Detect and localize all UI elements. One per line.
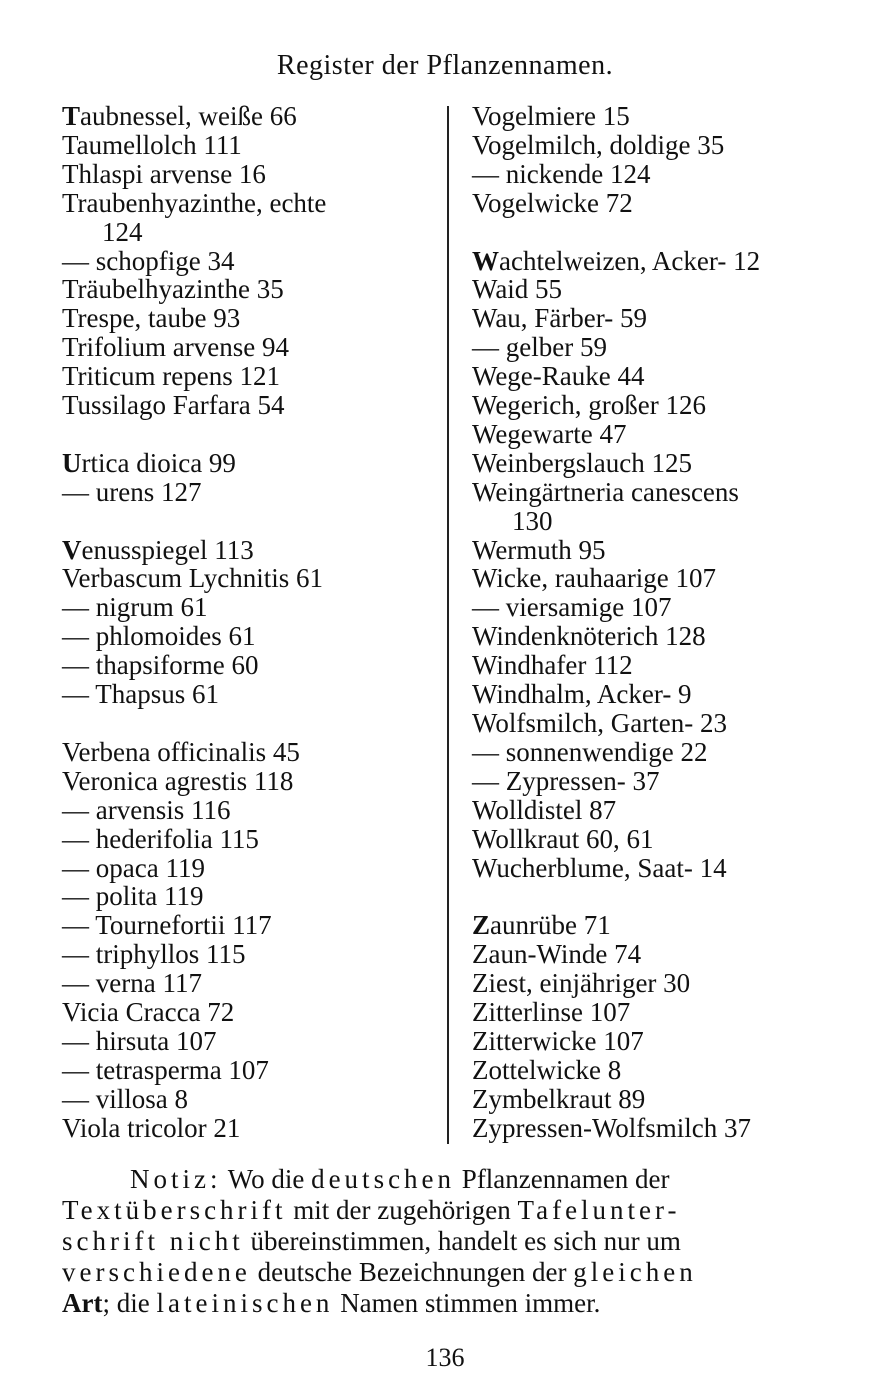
index-entry-text: — nigrum 61 — [62, 592, 208, 623]
index-entry-text: Weinbergslauch 125 — [472, 447, 693, 478]
index-entry-text: Veronica agrestis 118 — [62, 765, 294, 796]
index-entry — [62, 825, 432, 854]
index-entry — [472, 507, 862, 536]
index-entry-text: Vogelwicke 72 — [472, 187, 633, 218]
index-entry-text: Trifolium arvense 94 — [62, 332, 289, 363]
index-entry-text: — schopfige 34 — [62, 245, 235, 276]
index-entry — [472, 1056, 862, 1085]
index-entry — [472, 333, 862, 362]
section-spacer — [472, 882, 862, 911]
index-entry — [62, 275, 432, 304]
spaced-text: Textüberschrift — [62, 1195, 287, 1225]
index-entry — [472, 1085, 862, 1114]
index-entry — [472, 449, 862, 478]
index-entry-text: Traubenhyazinthe, echte — [62, 187, 327, 218]
index-entry — [62, 738, 432, 767]
index-entry — [62, 102, 432, 131]
index-entry-text: Waid 55 — [472, 274, 563, 305]
index-entry — [472, 131, 862, 160]
index-entry-text: Verbena officinalis 45 — [62, 736, 300, 767]
index-entry — [472, 969, 862, 998]
section-spacer — [472, 218, 862, 247]
index-entry — [472, 564, 862, 593]
index-column-right — [472, 102, 862, 1143]
index-entry-text: — Zypressen- 37 — [472, 765, 660, 796]
index-entry-text: Wermuth 95 — [472, 534, 606, 565]
index-entry — [62, 882, 432, 911]
index-entry-text: — nickende 124 — [472, 158, 651, 189]
index-entry-text: — thapsiforme 60 — [62, 650, 259, 681]
index-entry-text: — hirsuta 107 — [62, 1025, 217, 1056]
index-entry — [472, 680, 862, 709]
index-entry — [472, 593, 862, 622]
index-entry-text: aunrübe 71 — [490, 910, 611, 941]
index-entry — [472, 391, 862, 420]
index-entry — [62, 218, 432, 247]
index-entry — [62, 189, 432, 218]
index-entry — [62, 478, 432, 507]
section-spacer — [62, 507, 432, 536]
section-initial: V — [62, 534, 82, 565]
index-entry-text: Zaun-Winde 74 — [472, 939, 642, 970]
index-entry-text: Taumellolch 111 — [62, 129, 242, 160]
index-entry-text: — Tournefortii 117 — [62, 910, 272, 941]
index-entry — [472, 738, 862, 767]
index-entry — [62, 796, 432, 825]
notice-paragraph — [62, 1164, 840, 1319]
index-entry-text: — viersamige 107 — [472, 592, 672, 623]
column-divider — [447, 106, 449, 1144]
index-entry-text: Trespe, taube 93 — [62, 303, 241, 334]
index-entry-text: Träubelhyazinthe 35 — [62, 274, 284, 305]
notice-text: mit der zugehörigen — [286, 1195, 518, 1225]
index-entry-text: Windhalm, Acker- 9 — [472, 679, 692, 710]
spaced-text: Notiz: — [130, 1164, 222, 1194]
index-entry — [472, 911, 862, 940]
index-entry-text: — villosa 8 — [62, 1083, 188, 1114]
index-entry-text: — phlomoides 61 — [62, 621, 256, 652]
index-entry-text: Vicia Cracca 72 — [62, 997, 235, 1028]
index-entry — [62, 391, 432, 420]
index-entry-text: Wegerich, großer 126 — [472, 390, 706, 421]
index-entry — [62, 1085, 432, 1114]
index-entry — [472, 622, 862, 651]
index-entry-text: Vogelmiere 15 — [472, 101, 630, 131]
index-entry — [62, 564, 432, 593]
index-entry-text: aubnessel, weiße 66 — [80, 101, 297, 131]
index-entry — [62, 593, 432, 622]
index-entry-text: Ziest, einjähriger 30 — [472, 968, 691, 999]
index-entry-text: — verna 117 — [62, 968, 202, 999]
spaced-text: gleichen — [573, 1257, 697, 1287]
index-entry-text: achtelweizen, Acker- 12 — [499, 245, 761, 276]
spaced-text: lateinischen — [156, 1288, 334, 1318]
index-entry — [62, 160, 432, 189]
index-entry — [472, 362, 862, 391]
index-entry-text: Verbascum Lychnitis 61 — [62, 563, 323, 594]
index-entry-text: 124 — [102, 216, 143, 247]
page-number: 136 — [425, 1343, 465, 1372]
notice-text: Pflanzennamen der — [455, 1164, 670, 1194]
index-entry-text: 130 — [512, 505, 553, 536]
notice-text: deutsche Bezeichnungen der — [250, 1257, 574, 1287]
index-entry — [62, 247, 432, 276]
index-entry — [472, 1027, 862, 1056]
index-entry-text: Zypressen-Wolfsmilch 37 — [472, 1112, 752, 1143]
index-entry-text: Wucherblume, Saat- 14 — [472, 852, 727, 883]
index-entry — [472, 304, 862, 333]
spaced-text: verschiedene — [62, 1257, 251, 1287]
index-entry — [62, 1056, 432, 1085]
index-entry — [62, 911, 432, 940]
index-entry-text: enusspiegel 113 — [81, 534, 254, 565]
index-entry — [472, 709, 862, 738]
index-entry — [62, 1027, 432, 1056]
spaced-text: Tafelunter- — [517, 1195, 681, 1225]
index-entry-text: — sonnenwendige 22 — [472, 736, 708, 767]
index-entry-text: — gelber 59 — [472, 332, 607, 363]
section-initial: U — [62, 447, 82, 478]
notice-line — [62, 1226, 840, 1257]
index-entry-text: — urens 127 — [62, 476, 202, 507]
index-entry-text: Wolldistel 87 — [472, 794, 617, 825]
notice-line — [62, 1257, 840, 1288]
index-entry — [62, 622, 432, 651]
index-entry — [62, 304, 432, 333]
index-entry — [62, 536, 432, 565]
spaced-text: deutschen — [311, 1164, 456, 1194]
index-entry-text: Triticum repens 121 — [62, 361, 280, 392]
page-title: Register der Pflanzennamen. — [276, 50, 614, 81]
notice-text: ; die — [102, 1288, 157, 1318]
index-entry-text: — tetrasperma 107 — [62, 1054, 269, 1085]
index-entry-text: Zitterwicke 107 — [472, 1025, 644, 1056]
index-entry — [62, 449, 432, 478]
notice-text: übereinstimmen, handelt es sich nur um — [243, 1226, 681, 1256]
index-entry-text: — polita 119 — [62, 881, 204, 912]
index-entry — [62, 1114, 432, 1143]
index-entry — [62, 362, 432, 391]
index-entry-text: Windenknöterich 128 — [472, 621, 706, 652]
index-entry — [62, 680, 432, 709]
index-entry-text: Wau, Färber- 59 — [472, 303, 647, 334]
notice-text: Namen stimmen immer. — [333, 1288, 601, 1318]
index-entry-text: — Thapsus 61 — [62, 679, 220, 710]
index-entry — [472, 189, 862, 218]
notice-line — [62, 1288, 840, 1319]
section-initial: T — [62, 101, 81, 131]
index-entry-text: Zitterlinse 107 — [472, 997, 631, 1028]
index-entry-text: Wolfsmilch, Garten- 23 — [472, 708, 728, 739]
index-entry — [62, 998, 432, 1027]
section-spacer — [62, 420, 432, 449]
index-entry — [472, 998, 862, 1027]
notice-line — [62, 1195, 840, 1226]
index-entry-text: rtica dioica 99 — [81, 447, 236, 478]
index-entry-text: Wollkraut 60, 61 — [472, 823, 654, 854]
index-entry — [472, 420, 862, 449]
index-column-left — [62, 102, 432, 1143]
index-entry-text: Zottelwicke 8 — [472, 1054, 622, 1085]
index-entry-text: — triphyllos 115 — [62, 939, 246, 970]
index-entry-text: Thlaspi arvense 16 — [62, 158, 266, 189]
index-entry-text: — hederifolia 115 — [62, 823, 259, 854]
index-entry — [62, 854, 432, 883]
index-entry — [62, 131, 432, 160]
index-entry — [62, 940, 432, 969]
index-entry-text: — opaca 119 — [62, 852, 205, 883]
index-entry — [62, 333, 432, 362]
index-entry — [472, 651, 862, 680]
index-entry — [62, 767, 432, 796]
index-entry — [472, 1114, 862, 1143]
index-entry-text: Weingärtneria canescens — [472, 476, 739, 507]
index-entry-text: Windhafer 112 — [472, 650, 633, 681]
notice-text: Wo die — [221, 1164, 312, 1194]
index-entry — [62, 969, 432, 998]
index-entry-text: Wege-Rauke 44 — [472, 361, 645, 392]
index-entry-text: Vogelmilch, doldige 35 — [472, 129, 725, 160]
index-entry-text: Tussilago Farfara 54 — [62, 390, 285, 421]
index-entry — [472, 854, 862, 883]
index-entry — [472, 767, 862, 796]
index-entry — [472, 825, 862, 854]
bold-text: Art — [62, 1288, 103, 1318]
index-entry — [472, 160, 862, 189]
section-initial: W — [472, 245, 499, 276]
index-entry-text: Wegewarte 47 — [472, 418, 627, 449]
index-entry-text: Wicke, rauhaarige 107 — [472, 563, 717, 594]
index-entry — [472, 275, 862, 304]
index-entry-text: — arvensis 116 — [62, 794, 231, 825]
notice-line — [62, 1164, 840, 1195]
section-spacer — [62, 709, 432, 738]
index-entry — [472, 478, 862, 507]
index-entry — [472, 102, 862, 131]
index-entry — [472, 940, 862, 969]
section-initial: Z — [472, 910, 491, 941]
spaced-text: schrift nicht — [62, 1226, 244, 1256]
index-entry-text: Zymbelkraut 89 — [472, 1083, 646, 1114]
index-entry — [62, 651, 432, 680]
index-entry-text: Viola tricolor 21 — [62, 1112, 241, 1143]
index-entry — [472, 536, 862, 565]
index-entry — [472, 247, 862, 276]
index-entry — [472, 796, 862, 825]
